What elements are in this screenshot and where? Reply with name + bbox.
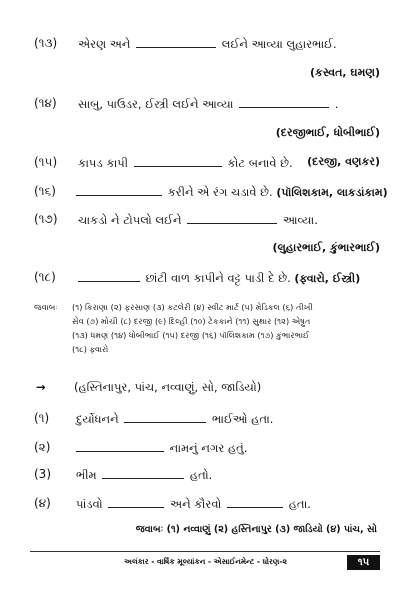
s2-item4-number: (૪) (34, 496, 51, 510)
q16-hint: (પૉલિશકામ, લાકડાંકામ) (276, 186, 388, 199)
q16-text (74, 184, 388, 200)
s2-item3-blank[interactable] (102, 467, 184, 479)
q16-blank[interactable] (76, 184, 162, 196)
s2-item1-number: (૧) (34, 411, 50, 425)
q17-blank[interactable] (187, 212, 277, 224)
q18-number: (૧૮) (34, 270, 56, 284)
s2-item1-blank[interactable] (124, 411, 206, 423)
q14-suffix: . (334, 97, 339, 111)
q13-text (78, 36, 337, 52)
q14-blank[interactable] (239, 96, 329, 108)
answers1-label: જવાબઃ (34, 302, 58, 312)
answers1-line4: (૧૮) ફ્વારો (72, 344, 109, 354)
s2-item1-suffix: ભાઈઓ હતા. (211, 412, 274, 426)
s2-item2-number: (૨) (34, 440, 51, 454)
page-number: ૧૫ (357, 557, 370, 568)
q17-number: (૧૭) (34, 212, 58, 226)
q15-blank[interactable] (134, 155, 222, 167)
s2-item3-number: (3) (34, 467, 51, 481)
s2-item4-prefix: પાંડવો (76, 497, 103, 511)
section2-answer: જવાબઃ (૧) નવ્વાણું (૨) હસ્તિનાપુર (૩) જાડિયો (૪) પાંચ, સો (135, 524, 377, 535)
s2-item2-suffix: નામનું નગર હતું. (169, 441, 248, 455)
q14-text (78, 96, 338, 112)
q17-hint: (લુહારભાઈ, કુંભારભાઈ) (272, 241, 380, 254)
q17-suffix: આવ્યા. (282, 213, 318, 227)
q17-prefix: ચાકડો ને ટોપલો લઈને (78, 213, 182, 227)
q15-text (78, 155, 293, 171)
q16-number: (૧૬) (34, 184, 56, 198)
page-number-badge (347, 555, 380, 570)
q13-hint: (કસ્વત, ઘમણ) (310, 66, 380, 79)
q15-number: (૧૫) (34, 155, 58, 169)
answers1-line2: સેવ (૭) મોચી (૮) દરજી (૯) દિલ્હી (૧૦) ટેકકાને (૧૧) સુથાર (૧૨) એષ્રુત (72, 316, 311, 326)
s2-item4-blank-a[interactable] (108, 496, 164, 508)
q13-suffix: લઈને આવ્યા લુહારભાઈ. (221, 37, 337, 51)
q13-prefix: એરણ અને (78, 37, 131, 51)
s2-item3-prefix: ભીમ (76, 468, 97, 482)
q18-blank[interactable] (78, 270, 140, 282)
q13-number: (૧૩) (34, 36, 58, 50)
q17-text (78, 212, 318, 228)
section2-arrow: → (36, 380, 46, 394)
footer-text: અલંકાર - વાર્ષિક મૂલ્યાંકન - એસાઈનમેન્ટ - ધોરણ-૨ (124, 557, 287, 566)
s2-item4-suffix: હતા. (288, 497, 311, 511)
s2-item1-text (76, 411, 273, 427)
q18-text (76, 270, 360, 286)
q15-suffix: કોટ બનાવે છે. (227, 156, 293, 170)
q15-hint: (દરજી, વણકર) (307, 155, 380, 168)
answers1-line3: (૧૩) ધમણ (૧૪) ધોબીભાઈ (૧૫) દરજી (૧૬) પૉલિશકામ (૧૭) કુંભારભાઈ (72, 330, 310, 340)
q18-suffix: છાંટી વાળ કાપીને વટ્ટ પાડી દે છે. (145, 271, 291, 285)
q13-blank[interactable] (136, 36, 216, 48)
q15-prefix: કાપડ કાપી (78, 156, 129, 170)
footer-rule (30, 551, 380, 552)
q14-number: (૧૪) (34, 96, 57, 110)
s2-item4-middle: અને કૌરવો (169, 497, 222, 511)
q14-hint: (દરજીભાઈ, ધોબીભાઈ) (275, 126, 380, 139)
s2-item2-text (74, 440, 247, 456)
s2-item3-text (76, 467, 212, 483)
s2-item4-blank-b[interactable] (227, 496, 283, 508)
q16-suffix: કરીને એ રંગ ચડાવે છે. (167, 185, 273, 199)
s2-item2-blank[interactable] (76, 440, 164, 452)
s2-item1-prefix: દુર્યોધનને (76, 412, 119, 426)
section2-words: (હસ્તિનાપુર, પાંચ, નવ્વાણું, સો, જાડિયો) (74, 380, 262, 394)
answers1-line1: (૧) કિરાણા (૨) ફરસાણ (૩) કટલેરી (૪) સ્વીટ માર્ટ (૫) મેડિકલ (૬) તીખી (72, 302, 313, 312)
q14-prefix: સાબુ, પાઉડર, ઈસ્ત્રી લઈને આવ્યા (78, 97, 234, 111)
s2-item4-text (76, 496, 311, 512)
s2-item3-suffix: હતો. (189, 468, 213, 482)
q18-hint: (ફ્વારો, ઈસ્ત્રી) (294, 272, 361, 285)
